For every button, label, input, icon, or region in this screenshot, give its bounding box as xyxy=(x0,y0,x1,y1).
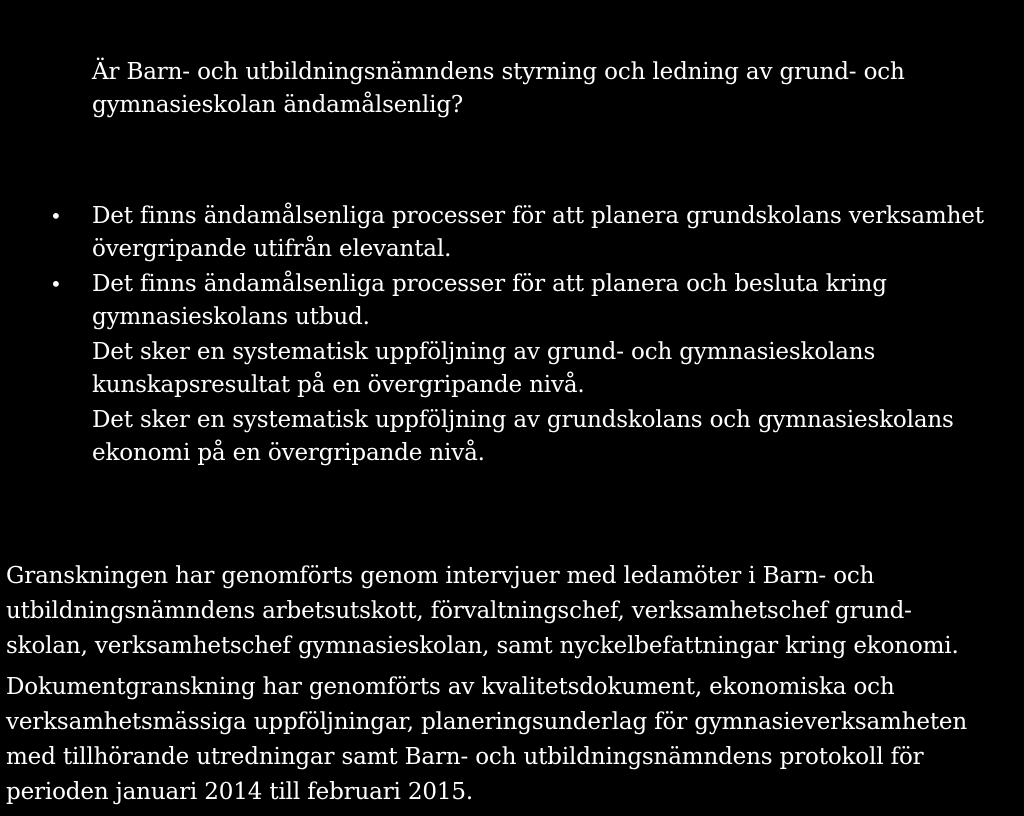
audit-criterion-line: Det sker en systematisk uppföljning av grund- och gymnasieskolans xyxy=(92,339,876,365)
audit-criterion-line: övergripande utifrån elevantal. xyxy=(92,236,452,262)
method-paragraph-line: Granskningen har genomförts genom intervjuer med ledamöter i Barn- och xyxy=(6,563,875,589)
method-paragraph-line: Dokumentgranskning har genomförts av kvalitetsdokument, ekonomiska och xyxy=(6,674,895,700)
audit-question-line: Är Barn- och utbildningsnämndens styrning och ledning av grund- och xyxy=(92,59,905,85)
audit-criterion xyxy=(50,268,1024,334)
bullet-icon: • xyxy=(50,272,62,296)
method-paragraph-line: utbildningsnämndens arbetsutskott, förvaltningschef, verksamhetschef grund- xyxy=(6,598,912,624)
method-paragraph-line: med tillhörande utredningar samt Barn- och utbildningsnämndens protokoll för xyxy=(6,744,924,770)
audit-criterion xyxy=(50,200,1024,266)
audit-criterion-line: gymnasieskolans utbud. xyxy=(92,304,370,330)
audit-criterion-line: Det sker en systematisk uppföljning av grundskolans och gymnasieskolans xyxy=(92,407,954,433)
audit-question-line: gymnasieskolan ändamålsenlig? xyxy=(92,92,464,118)
audit-criterion xyxy=(92,336,1024,402)
audit-criteria-list xyxy=(50,200,1024,472)
audit-question xyxy=(92,56,905,122)
method-paragraph xyxy=(6,670,1018,810)
audit-method-section xyxy=(6,559,1018,816)
method-paragraph-line: verksamhetsmässiga uppföljningar, planeringsunderlag för gymnasieverksamheten xyxy=(6,709,968,735)
method-paragraph-line: skolan, verksamhetschef gymnasieskolan, samt nyckelbefattningar kring ekonomi. xyxy=(6,633,959,659)
audit-criterion xyxy=(92,404,1024,470)
audit-criterion-line: ekonomi på en övergripande nivå. xyxy=(92,440,485,466)
method-paragraph-line: perioden januari 2014 till februari 2015. xyxy=(6,779,474,805)
bullet-icon: • xyxy=(50,204,62,228)
method-paragraph xyxy=(6,559,1018,664)
audit-criterion-line: kunskapsresultat på en övergripande nivå. xyxy=(92,372,585,398)
audit-criterion-line: Det finns ändamålsenliga processer för att planera grundskolans verksamhet xyxy=(92,203,984,229)
audit-criterion-line: Det finns ändamålsenliga processer för att planera och besluta kring xyxy=(92,271,887,297)
